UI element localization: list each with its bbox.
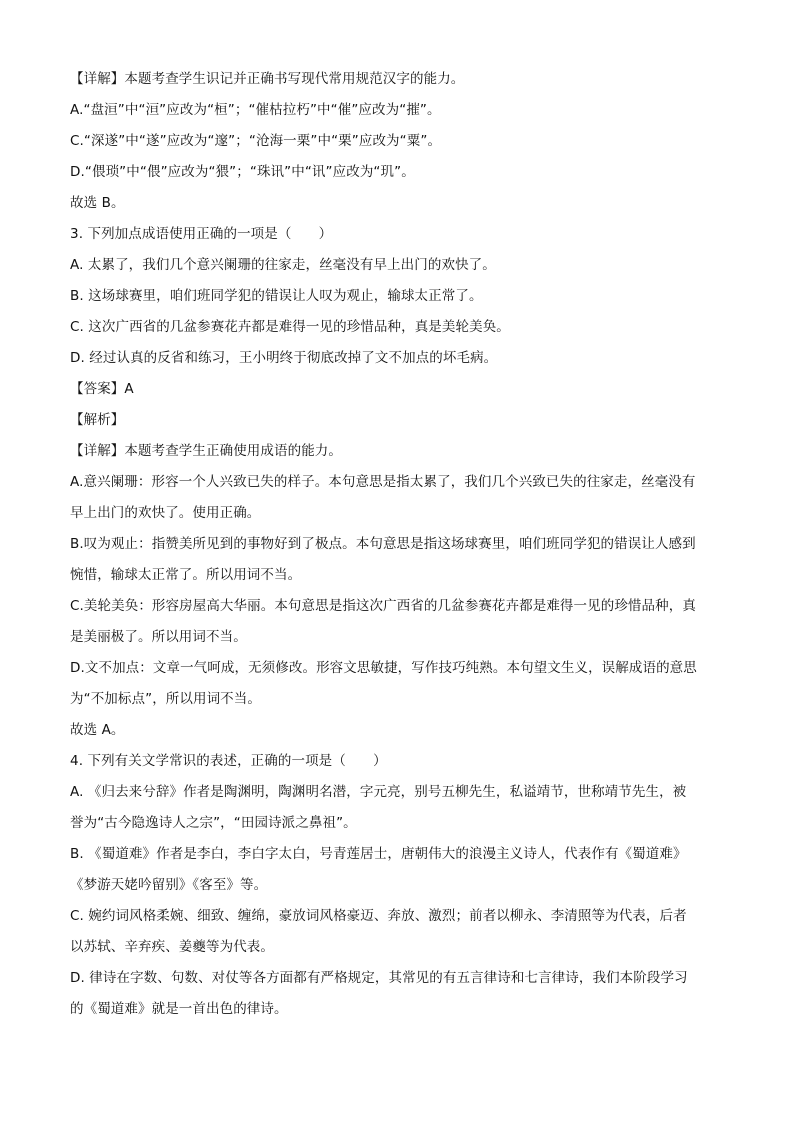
text-line: C.“深遂”中“遂”应改为“邃”；“沧海一栗”中“栗”应改为“粟”。	[70, 133, 442, 149]
question-3-option-d: D. 经过认真的反省和练习，王小明终于彻底改掉了文不加点的坏毛病。	[70, 350, 498, 366]
text-line: 【详解】本题考查学生正确使用成语的能力。	[70, 443, 342, 459]
text-line: 以苏轼、辛弃疾、姜夔等为代表。	[70, 939, 274, 955]
question-4-option-c: C. 婉约词风格柔婉、细致、缠绵，豪放词风格豪迈、奔放、激烈；前者以柳永、李清照等为代表，后者	[70, 908, 687, 924]
text-line: 的《蜀道难》就是一首出色的律诗。	[70, 1001, 288, 1017]
question-3-option-b: B. 这场球赛里，咱们班同学犯的错误让人叹为观止，输球太正常了。	[70, 288, 483, 304]
text-line: A.“盘洹”中“洹”应改为“桓”；“催枯拉朽”中“催”应改为“摧”。	[70, 102, 441, 118]
question-3-option-c: C. 这次广西省的几盆参赛花卉都是难得一见的珍惜品种，真是美轮美奂。	[70, 319, 510, 335]
question-4-option-b: B. 《蜀道难》作者是李白，李白字太白，号青莲居士，唐朝伟大的浪漫主义诗人，代表作有《蜀道难》	[70, 846, 687, 862]
text-line: B.叹为观止：指赞美所见到的事物好到了极点。本句意思是指这场球赛里，咱们班同学犯的错误让人感到	[70, 536, 696, 552]
text-line: 故选 B。	[70, 195, 125, 211]
text-line: A.意兴阑珊：形容一个人兴致已失的样子。本句意思是指太累了，我们几个兴致已失的往家走，丝毫没有	[70, 474, 696, 490]
document-page	[70, 64, 722, 1025]
text-line: 故选 A。	[70, 722, 125, 738]
text-line: 誉为“古今隐逸诗人之宗”，“田园诗派之鼻祖”。	[70, 815, 357, 831]
text-line: 惋惜，输球太正常了。所以用词不当。	[70, 567, 302, 583]
text-line: 是美丽极了。所以用词不当。	[70, 629, 247, 645]
question-3-stem: 3. 下列加点成语使用正确的一项是（ ）	[70, 226, 333, 242]
question-4-stem: 4. 下列有关文学常识的表述，正确的一项是（ ）	[70, 753, 387, 769]
text-line: D.文不加点：文章一气呵成，无须修改。形容文思敏捷，写作技巧纯熟。本句望文生义，误解成语的意思	[70, 660, 697, 676]
text-line: C.美轮美奂：形容房屋高大华丽。本句意思是指这次广西省的几盆参赛花卉都是难得一见的珍惜品种，真	[70, 598, 696, 614]
analysis-label: 【解析】	[70, 412, 125, 428]
question-4-option-a: A. 《归去来兮辞》作者是陶渊明，陶渊明名潜，字元亮，别号五柳先生，私谥靖节，世称靖节先生，被	[70, 784, 687, 800]
answer-label: 【答案】A	[70, 381, 134, 397]
text-line: 早上出门的欢快了。使用正确。	[70, 505, 261, 521]
text-line: D.“偎琐”中“偎”应改为“猥”；“珠讯”中“讯”应改为“玑”。	[70, 164, 415, 180]
text-line: 《梦游天姥吟留别》《客至》等。	[70, 877, 268, 893]
question-3-option-a: A. 太累了，我们几个意兴阑珊的往家走，丝毫没有早上出门的欢快了。	[70, 257, 496, 273]
question-4-option-d: D. 律诗在字数、句数、对仗等各方面都有严格规定，其常见的有五言律诗和七言律诗，我们本阶段学习	[70, 970, 688, 986]
text-line: 为“不加标点”，所以用词不当。	[70, 691, 261, 707]
text-line: 【详解】本题考查学生识记并正确书写现代常用规范汉字的能力。	[70, 71, 465, 87]
